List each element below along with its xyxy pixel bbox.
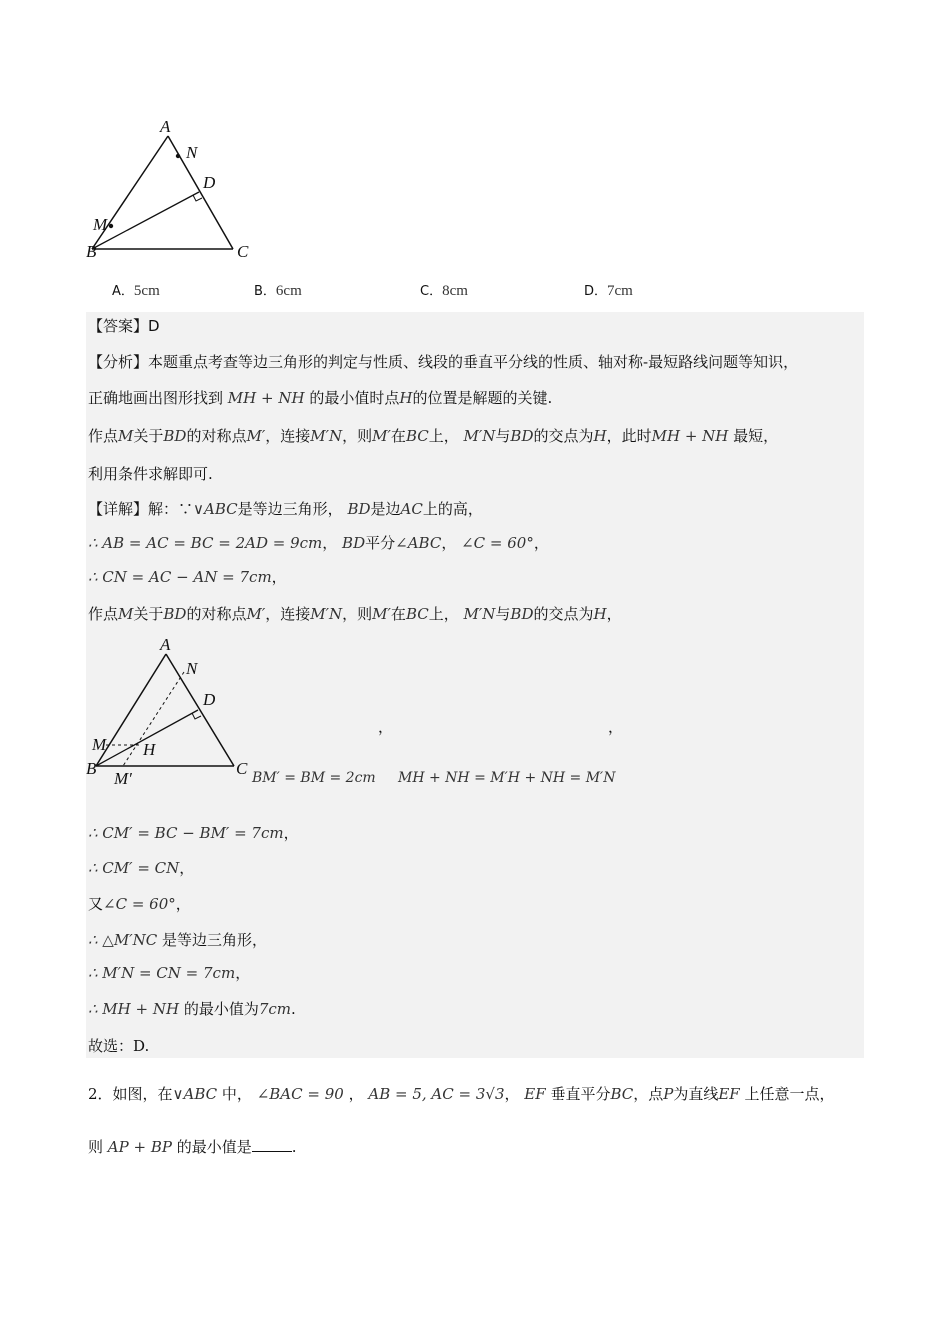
answer-line: 【答案】D: [88, 317, 160, 335]
figure-2-triangle: [84, 634, 264, 790]
fig1-label-c: C: [237, 242, 249, 261]
fig2-label-n: N: [186, 659, 198, 678]
detail-line-1: 【详解】解：∵∨ABC是等边三角形， BD是边AC上的高，: [88, 500, 483, 518]
detail-line-11: 故选：D.: [88, 1037, 150, 1055]
detail-comma-1: ，: [378, 718, 394, 736]
detail-comma-2: ，: [608, 718, 624, 736]
fig1-label-a: A: [160, 117, 171, 136]
answer-blank[interactable]: [252, 1137, 292, 1152]
fig1-label-d: D: [203, 173, 216, 192]
fig2-label-m-prime: M′: [114, 769, 132, 788]
detail-line-3: ∴ CN = AC − AN = 7cm，: [88, 568, 287, 586]
eq-mh-nh: MH + NH = M′H + NH = M′N: [398, 770, 616, 786]
fig2-label-d: D: [203, 690, 216, 709]
fig1-label-b: B: [86, 242, 97, 261]
detail-line-5: ∴ CM′ = BC − BM′ = 7cm，: [88, 824, 299, 842]
question-2-line-1: 2．如图，在∨ABC 中， ∠BAC = 90 ， AB = 5, AC = 3√3， EF 垂直平分BC，点P为直线EF 上任意一点，: [88, 1085, 835, 1103]
fig2-label-c: C: [236, 759, 248, 778]
analysis-line-3: 作点M关于BD的对称点M′，连接M′N，则M′在BC上， M′N与BD的交点为H，此时MH + NH 最短，: [88, 427, 779, 445]
option-d[interactable]: D．7cm: [584, 283, 633, 299]
fig2-label-m: M: [92, 735, 107, 754]
question-2-line-2: 则 AP + BP 的最小值是 .: [88, 1138, 297, 1156]
eq-bm-prime: BM′ = BM = 2cm: [252, 770, 376, 786]
analysis-line-2: 正确地画出图形找到 MH + NH 的最小值时点H的位置是解题的关键.: [88, 389, 553, 407]
fig1-label-n: N: [186, 143, 198, 162]
detail-line-7: 又∠C = 60°，: [88, 895, 191, 913]
figure-1-triangle: [80, 112, 280, 267]
detail-line-2: ∴ AB = AC = BC = 2AD = 9cm， BD平分∠ABC， ∠C = 60°，: [88, 534, 549, 552]
fig2-label-b: B: [86, 759, 97, 778]
fig2-label-h: H: [143, 740, 156, 759]
option-a[interactable]: A．5cm: [112, 283, 160, 299]
option-c[interactable]: C．8cm: [420, 283, 468, 299]
detail-line-8: ∴ △M′NC 是等边三角形，: [88, 931, 268, 949]
analysis-line-1: 【分析】本题重点考查等边三角形的判定与性质、线段的垂直平分线的性质、轴对称-最短路线问题等知识，: [88, 353, 799, 371]
detail-line-4: 作点M关于BD的对称点M′，连接M′N，则M′在BC上， M′N与BD的交点为H，: [88, 605, 622, 623]
fig1-label-m: M: [93, 215, 108, 234]
detail-line-6: ∴ CM′ = CN，: [88, 859, 195, 877]
fig2-label-a: A: [160, 635, 171, 654]
analysis-line-4: 利用条件求解即可.: [88, 465, 213, 483]
detail-line-10: ∴ MH + NH 的最小值为7cm.: [88, 1000, 296, 1018]
option-b[interactable]: B．6cm: [254, 283, 302, 299]
detail-line-9: ∴ M′N = CN = 7cm，: [88, 964, 251, 982]
